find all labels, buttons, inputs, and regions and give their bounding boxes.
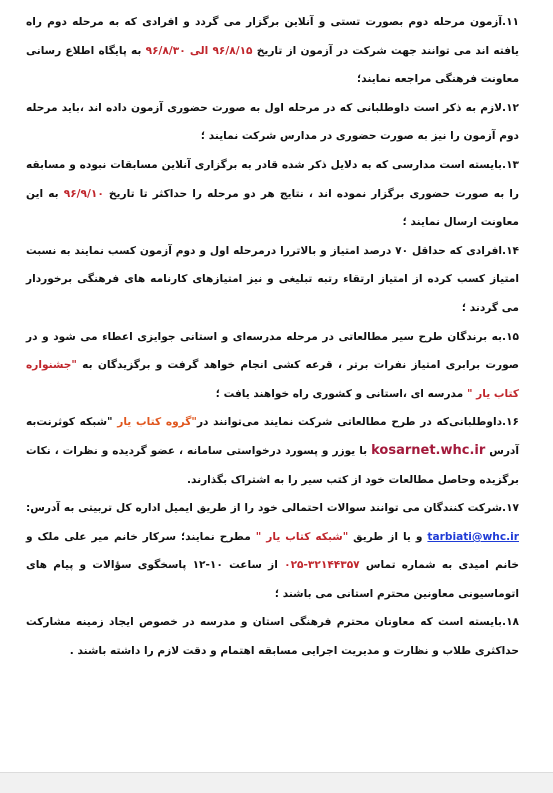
phone-number: ۰۲۵-۳۲۱۴۴۳۵۷	[284, 559, 360, 572]
item-12	[26, 94, 519, 151]
item-number: ۱۲.	[502, 101, 519, 114]
item-number: ۱۵.	[502, 330, 519, 343]
item-14	[26, 237, 519, 323]
email-link[interactable]: tarbiati@whc.ir	[427, 530, 519, 543]
item-13	[26, 151, 519, 237]
festival-name: "جشنواره کتاب یار "	[26, 359, 519, 400]
page-bottom-edge	[0, 772, 553, 793]
item-text: لازم به ذکر است داوطلبانی که در مرحله اول به صورت حضوری آزمون داده اند ،باید مرحله دوم آزمون را نیز به صورت حضوری در مدارس شرکت نمایند ؛	[26, 101, 519, 143]
item-text: مدرسه ای ،استانی و کشوری راه خواهند یافت ؛	[215, 387, 467, 400]
item-text: با یوزر و پسورد درخواستی سامانه ، عضو گردیده و نظرات ، نکات برگزیده وحاصل مطالعات خود از کتب سیر را به اشتراک بگذارند.	[26, 444, 519, 486]
website-link[interactable]: kosarnet.whc.ir	[371, 442, 486, 458]
item-text: شرکت کنندگان می توانند سوالات احتمالی خود را از طریق ایمیل اداره کل تربیتی به آدرس:	[26, 502, 503, 515]
item-15	[26, 323, 519, 409]
item-number: ۱۳.	[502, 158, 519, 171]
item-number: ۱۱.	[502, 16, 519, 28]
item-text: "شبکه کوثرنت‌به آدرس	[26, 416, 519, 457]
item-text: به برندگان طرح سیر مطالعاتی در مرحله مدرسه‌ای و استانی جوایزی اعطاء می شود و در صورت برابری امتیاز نفرات برتر ، قرعه کشی انجام خواهد گرفت و برگزیدگان به	[26, 330, 519, 372]
date-separator: الی	[185, 44, 213, 57]
item-number: ۱۶.	[502, 416, 519, 429]
date-to: ۹۶/۸/۳۰	[145, 44, 186, 57]
group-name: "گروه کتاب یار	[117, 416, 197, 429]
item-text: از ساعت ۱۰-۱۲ پاسخگوی سؤالات و پیام های اتوماسیونی معاونین محترم استانی می باشند ؛	[26, 559, 519, 600]
item-text: بایسته است مدارسی که به دلایل ذکر شده قادر به برگزاری آنلاین مسابقات نبوده و مسابقه را به صورت حضوری برگزار نموده اند ، نتایج هر دو مرحله را حداکثر تا تاریخ	[26, 158, 519, 200]
item-text: بایسته است که معاونان محترم فرهنگی استان و مدرسه در خصوص ایجاد زمینه مشارکت حداکثری طلاب و نظارت و مدیریت اجرایی مسابقه اهتمام و دقت لازم را داشته باشند .	[26, 616, 519, 658]
item-text: به پایگاه اطلاع رسانی معاونت فرهنگی مراجعه نمایند؛	[26, 44, 519, 86]
item-17	[26, 494, 519, 608]
item-11	[26, 8, 519, 94]
item-text: به این معاونت ارسال نمایند ؛	[26, 187, 519, 229]
item-16	[26, 408, 519, 494]
item-18	[26, 608, 519, 665]
item-text: افرادی که حداقل ۷۰ درصد امتیاز و بالاتررا درمرحله اول و دوم آزمون کسب نمایند به نسبت امتیاز کسب کرده از امتیاز ارتقاء رتبه تبلیغی و نیز امتیازهای کارنامه های فرهنگی برخوردار می گردند ؛	[26, 244, 519, 314]
deadline-date: ۹۶/۹/۱۰	[63, 187, 104, 200]
item-number: ۱۴.	[502, 244, 519, 257]
network-name: "شبکه کتاب یار "	[255, 530, 349, 543]
item-number: ۱۷.	[502, 502, 519, 515]
item-text: آزمون مرحله دوم بصورت تستی و آنلاین برگزار می گردد و افرادی که به مرحله دوم راه یافته اند می توانند جهت شرکت در آزمون از تاریخ	[26, 16, 519, 57]
item-text: مطرح نمایند؛ سرکار خانم میر علی ملک و خانم امیدی به شماره تماس	[26, 530, 519, 572]
item-text: داوطلبانی‌که در طرح مطالعاتی شرکت نمایند می‌توانند در	[196, 416, 503, 429]
item-number: ۱۸.	[502, 616, 519, 629]
date-from: ۹۶/۸/۱۵	[212, 44, 253, 57]
item-text: و یا از طریق	[348, 530, 428, 543]
